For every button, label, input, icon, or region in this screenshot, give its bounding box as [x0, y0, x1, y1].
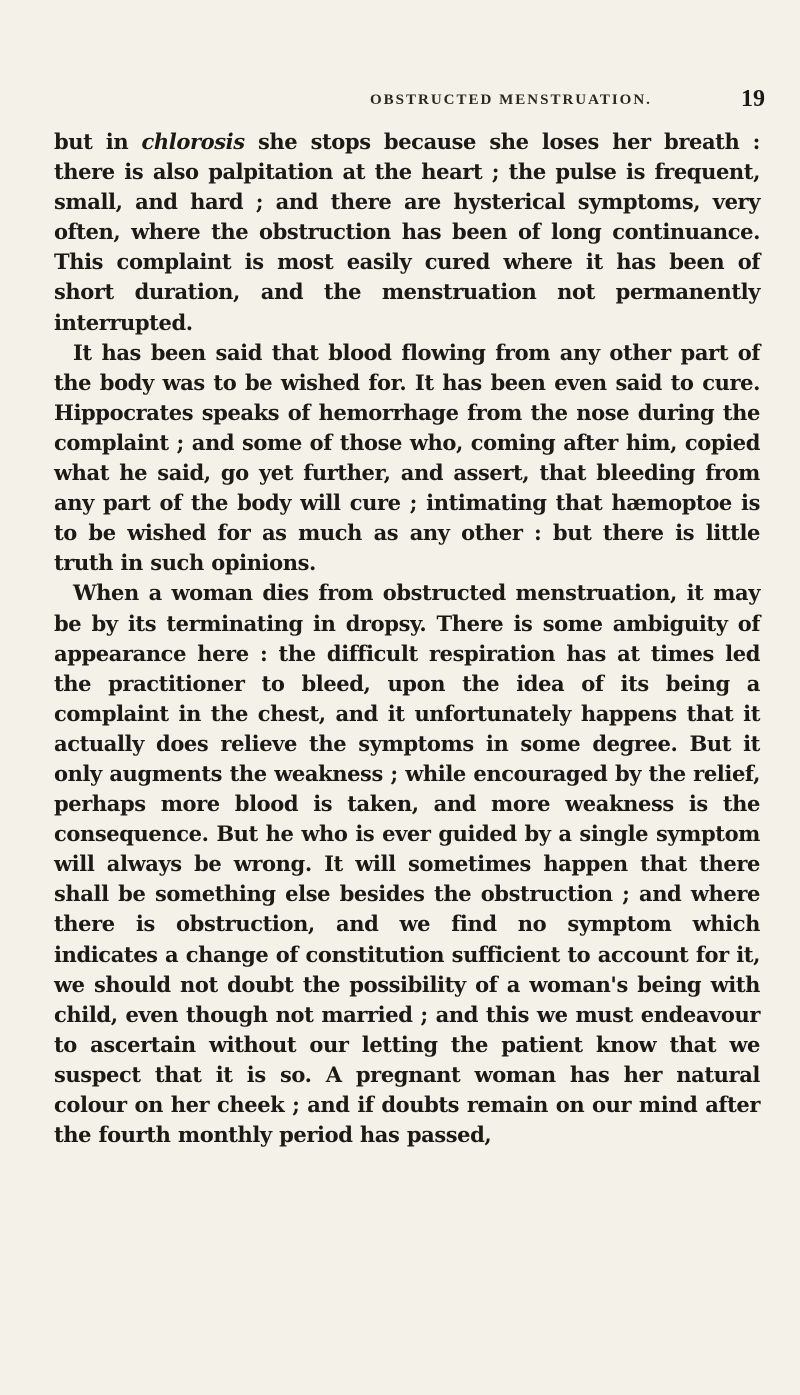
- page-number: 19: [741, 86, 765, 112]
- body-text: [54, 127, 760, 1150]
- emphasis-chlorosis: chlorosis: [141, 129, 245, 154]
- running-head: [0, 86, 800, 128]
- running-title: OBSTRUCTED MENSTRUATION.: [370, 92, 652, 108]
- paragraph-death-from-obstruction: When a woman dies from obstructed menstruation, it may be by its terminating in dropsy. There is some ambiguity of appearance here : the difficult respiration has at times led the practitioner to bleed, upon the idea of its being a complaint in the chest, and it unfortunately happens that it actually does relieve the symptoms in some degree. But it only augments the weakness ; while encouraged by the relief, perhaps more blood is taken, and more weakness is the consequence. But he who is ever guided by a single symptom will always be wrong. It will sometimes happen that there shall be something else besides the obstruction ; and where there is obstruction, and we find no symptom which indicates a change of constitution sufficient to account for it, we should not doubt the possibility of a woman's being with child, even though not married ; and this we must endeavour to ascertain without our letting the patient know that we suspect that it is so. A pregnant woman has her natural colour on her cheek ; and if doubts remain on our mind after the fourth monthly period has passed,: [54, 580, 760, 1148]
- paragraph-continuation: [54, 127, 760, 338]
- paragraph-blood-flowing: It has been said that blood flowing from any other part of the body was to be wished for. It has been even said to cure. Hippocrates speaks of hemorrhage from the nose during the complaint ; and some of those who, coming after him, copied what he said, go yet further, and assert, that bleeding from any part of the body will cure ; intimating that hæmoptoe is to be wished for as much as any other : but there is little truth in such opinions.: [54, 339, 760, 576]
- paragraph-lead: but in: [54, 129, 142, 154]
- paragraph-text: she stops because she loses her breath : there is also palpitation at the heart ; the pulse is frequent, small, and hard ; and there are hysterical symptoms, very often, where the obstruction has been of long continuance. This complaint is most easily cured where it has been of short duration, and the menstruation not permanently interrupted.: [54, 129, 760, 335]
